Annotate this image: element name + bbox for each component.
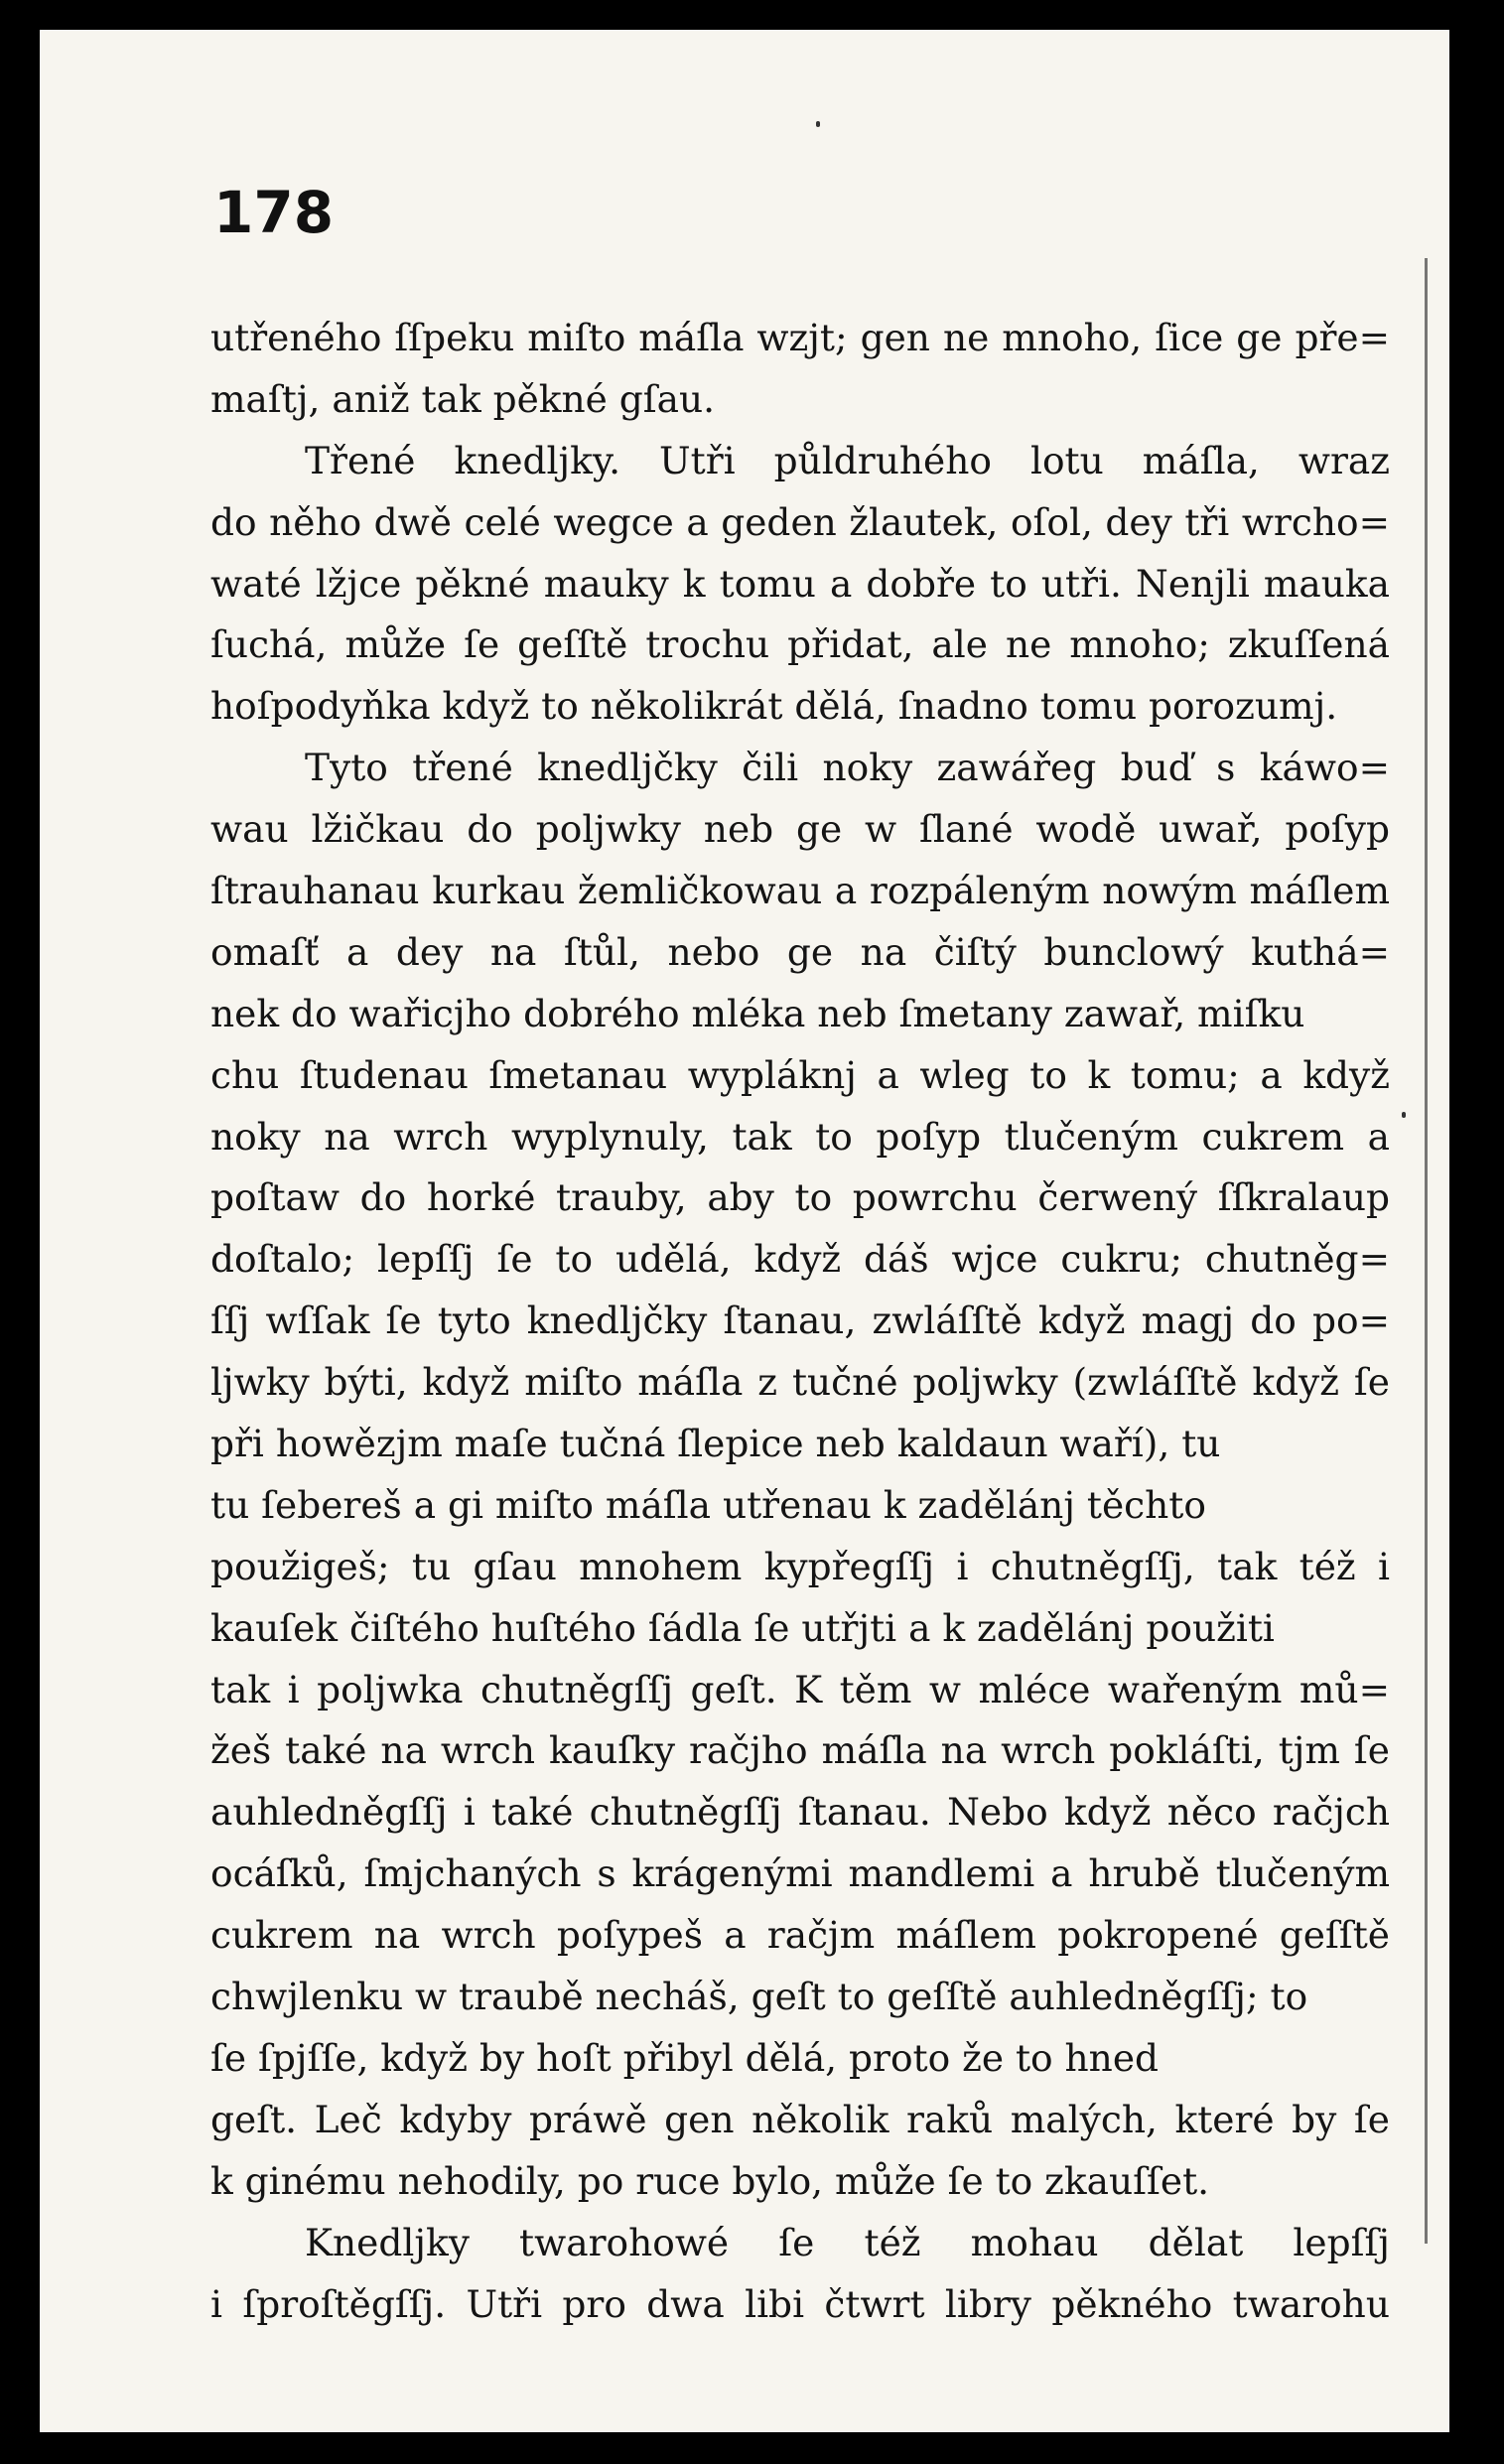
text-line: utřeného ſſpeku miſto máſla wzjt; gen ne mnoho, ſice ge pře= bbox=[210, 316, 1390, 359]
text-line: cukrem na wrch poſypeš a račjm máſlem pokropené geſſtě bbox=[210, 1913, 1390, 1958]
body-text bbox=[210, 308, 1390, 2335]
text-line: při howězjm maſe tučná ſlepice neb kaldaun waří), tu bbox=[210, 1422, 1221, 1466]
text-line: nek do wařicjho dobrého mléka neb ſmetany zawař, miſku bbox=[210, 991, 1305, 1035]
text-line: Knedljky twarohowé ſe též mohau dělat lepſſj bbox=[305, 2220, 1390, 2264]
text-line: Tyto třené knedljčky čili noky zawářeg buď s káwo= bbox=[305, 746, 1390, 790]
text-line: hoſpodyňka když to několikrát dělá, ſnadno tomu porozumj. bbox=[210, 684, 1338, 729]
text-line: žeš také na wrch kauſky račjho máſla na wrch pokláſti, tjm ſe bbox=[210, 1728, 1390, 1773]
text-line: k ginému nehodily, po ruce bylo, může ſe to zkauſſet. bbox=[210, 2158, 1210, 2203]
text-line: ocáſků, ſmjchaných s krágenými mandlemi a hrubě tlučeným bbox=[210, 1851, 1390, 1896]
text-line: omaſť a dey na ſtůl, nebo ge na čiſtý bunclowý kuthá= bbox=[210, 929, 1390, 974]
text-line: wau lžičkau do poljwky neb ge w ſlané wodě uwař, poſyp bbox=[210, 807, 1390, 852]
text-line: kauſek čiſtého huſtého ſádla ſe utřjti a k zadělánj použiti bbox=[210, 1605, 1275, 1650]
text-line: do něho dwě celé wegce a geden žlautek, oſol, dey tři wrcho= bbox=[210, 499, 1390, 544]
text-line: ljwky býti, když miſto máſla z tučné poljwky (zwláſſtě když ſe bbox=[210, 1360, 1390, 1405]
text-line: Třené knedljky. Utři půldruhého lotu máſla, wraz bbox=[305, 438, 1390, 482]
text-line: ſuchá, může ſe geſſtě trochu přidat, ale ne mnoho; zkuſſená bbox=[210, 622, 1390, 667]
text-line: chwjlenku w traubě necháš, geſt to geſſtě auhledněgſſj; to bbox=[210, 1975, 1308, 2019]
ink-speck bbox=[816, 121, 820, 127]
text-line: chu ſtudenau ſmetanau wypláknj a wleg to k tomu; a když bbox=[210, 1052, 1390, 1097]
ink-speck bbox=[1402, 1112, 1406, 1118]
text-line: poſtaw do horké trauby, aby to powrchu čerwený ſſkralaup bbox=[210, 1175, 1390, 1220]
book-page bbox=[40, 30, 1449, 2432]
page-number: 178 bbox=[213, 179, 335, 246]
text-line: tak i poljwka chutněgſſj geſt. K těm w mléce wařeným mů= bbox=[210, 1667, 1390, 1711]
text-line: i ſproſtěgſſj. Utři pro dwa libi čtwrt libry pěkného twarohu bbox=[210, 2281, 1390, 2326]
page-edge-line bbox=[1425, 258, 1428, 2244]
text-line: geſt. Leč kdyby práwě gen několik raků malých, které by ſe bbox=[210, 2097, 1390, 2141]
text-line: auhledněgſſj i také chutněgſſj ſtanau. Nebo když něco račjch bbox=[210, 1790, 1390, 1835]
text-line: maſtj, aniž tak pěkné gſau. bbox=[210, 376, 716, 421]
text-line: tu ſebereš a gi miſto máſla utřenau k zadělánj těchto bbox=[210, 1482, 1206, 1527]
text-line: ſe ſpjſſe, když by hoſt přibyl dělá, proto že to hned bbox=[210, 2035, 1160, 2080]
text-line: doſtalo; lepſſj ſe to udělá, když dáš wjce cukru; chutněg= bbox=[210, 1237, 1390, 1282]
text-line: noky na wrch wyplynuly, tak to poſyp tlučeným cukrem a bbox=[210, 1114, 1390, 1159]
text-line: použigeš; tu gſau mnohem kypřegſſj i chutněgſſj, tak též i bbox=[210, 1544, 1390, 1588]
text-line: ſſj wſſak ſe tyto knedljčky ſtanau, zwláſſtě když magj do po= bbox=[210, 1299, 1390, 1343]
text-line: waté lžjce pěkné mauky k tomu a dobře to utři. Nenjli mauka bbox=[210, 561, 1390, 606]
text-line: ſtrauhanau kurkau žemličkowau a rozpáleným nowým máſlem bbox=[210, 869, 1390, 913]
